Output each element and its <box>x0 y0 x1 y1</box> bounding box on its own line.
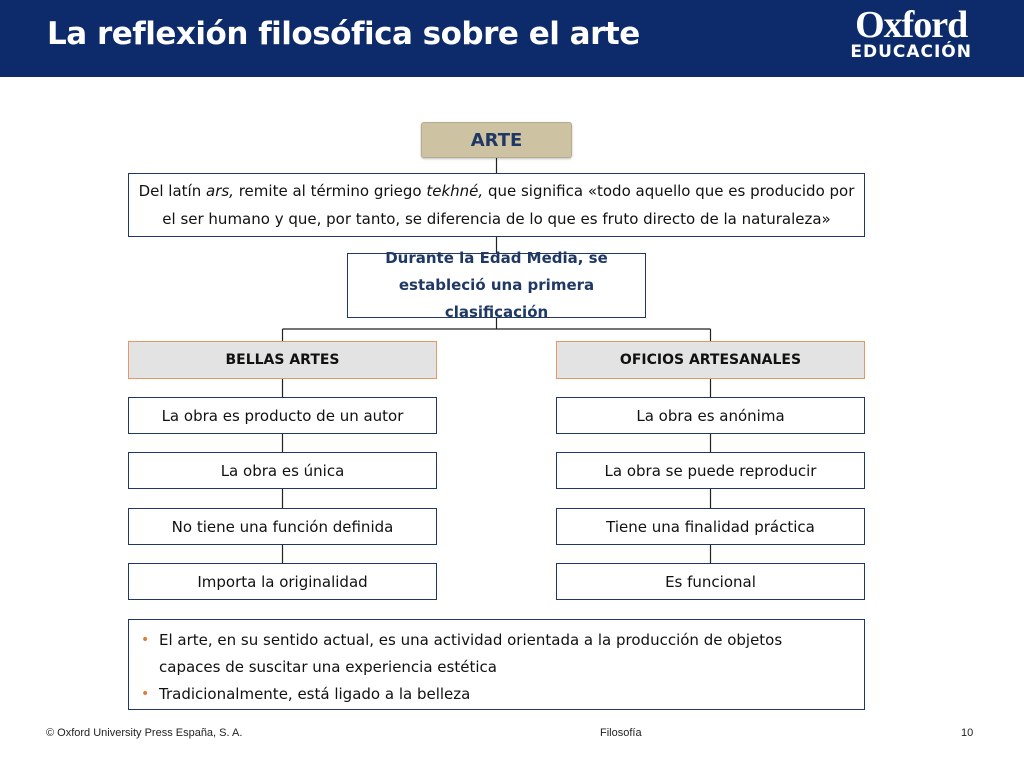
footer-copyright: © Oxford University Press España, S. A. <box>46 727 243 739</box>
summary-notes-box <box>128 619 865 710</box>
note-list-item <box>141 627 848 681</box>
footer-page-number: 10 <box>961 727 974 739</box>
logo-subtitle: EDUCACIÓN <box>850 42 972 62</box>
definition-text-part: remite al término griego <box>233 182 427 200</box>
oficios-artesanales-item: La obra es anónima <box>556 397 865 434</box>
note-text: Tradicionalmente, está ligado a la belleza <box>159 685 471 703</box>
note-list-item <box>141 681 848 708</box>
definition-term-tekhne: tekhné, <box>426 182 484 200</box>
bellas-artes-item: La obra es única <box>128 452 437 489</box>
oficios-artesanales-item: La obra se puede reproducir <box>556 452 865 489</box>
root-node-arte: ARTE <box>421 122 572 158</box>
page-title: La reflexión filosófica sobre el arte <box>47 16 640 52</box>
definition-text-part: que significa «todo aquello que es producido por el ser humano y que, por tanto, se diferencia de lo que es fruto directo de la naturaleza» <box>162 182 855 228</box>
bullet-icon: • <box>141 632 150 648</box>
logo-wordmark: Oxford <box>855 4 968 46</box>
footer-subject: Filosofía <box>600 727 642 739</box>
bellas-artes-item: La obra es producto de un autor <box>128 397 437 434</box>
bullet-icon: • <box>141 686 150 702</box>
oficios-artesanales-item: Tiene una finalidad práctica <box>556 508 865 545</box>
definition-box <box>128 173 865 237</box>
oficios-artesanales-item: Es funcional <box>556 563 865 600</box>
category-oficios-artesanales: OFICIOS ARTESANALES <box>556 341 865 379</box>
definition-text-part: Del latín <box>138 182 206 200</box>
note-text: El arte, en su sentido actual, es una actividad orientada a la producción de objetos capaces de suscitar una experiencia estética <box>159 631 783 676</box>
classification-text: Durante la Edad Media, se estableció una primera clasificación <box>385 249 608 321</box>
definition-term-ars: ars, <box>206 182 234 200</box>
classification-box <box>347 249 646 321</box>
definition-text <box>137 177 856 233</box>
category-bellas-artes: BELLAS ARTES <box>128 341 437 379</box>
bellas-artes-item: No tiene una función definida <box>128 508 437 545</box>
bellas-artes-item: Importa la originalidad <box>128 563 437 600</box>
